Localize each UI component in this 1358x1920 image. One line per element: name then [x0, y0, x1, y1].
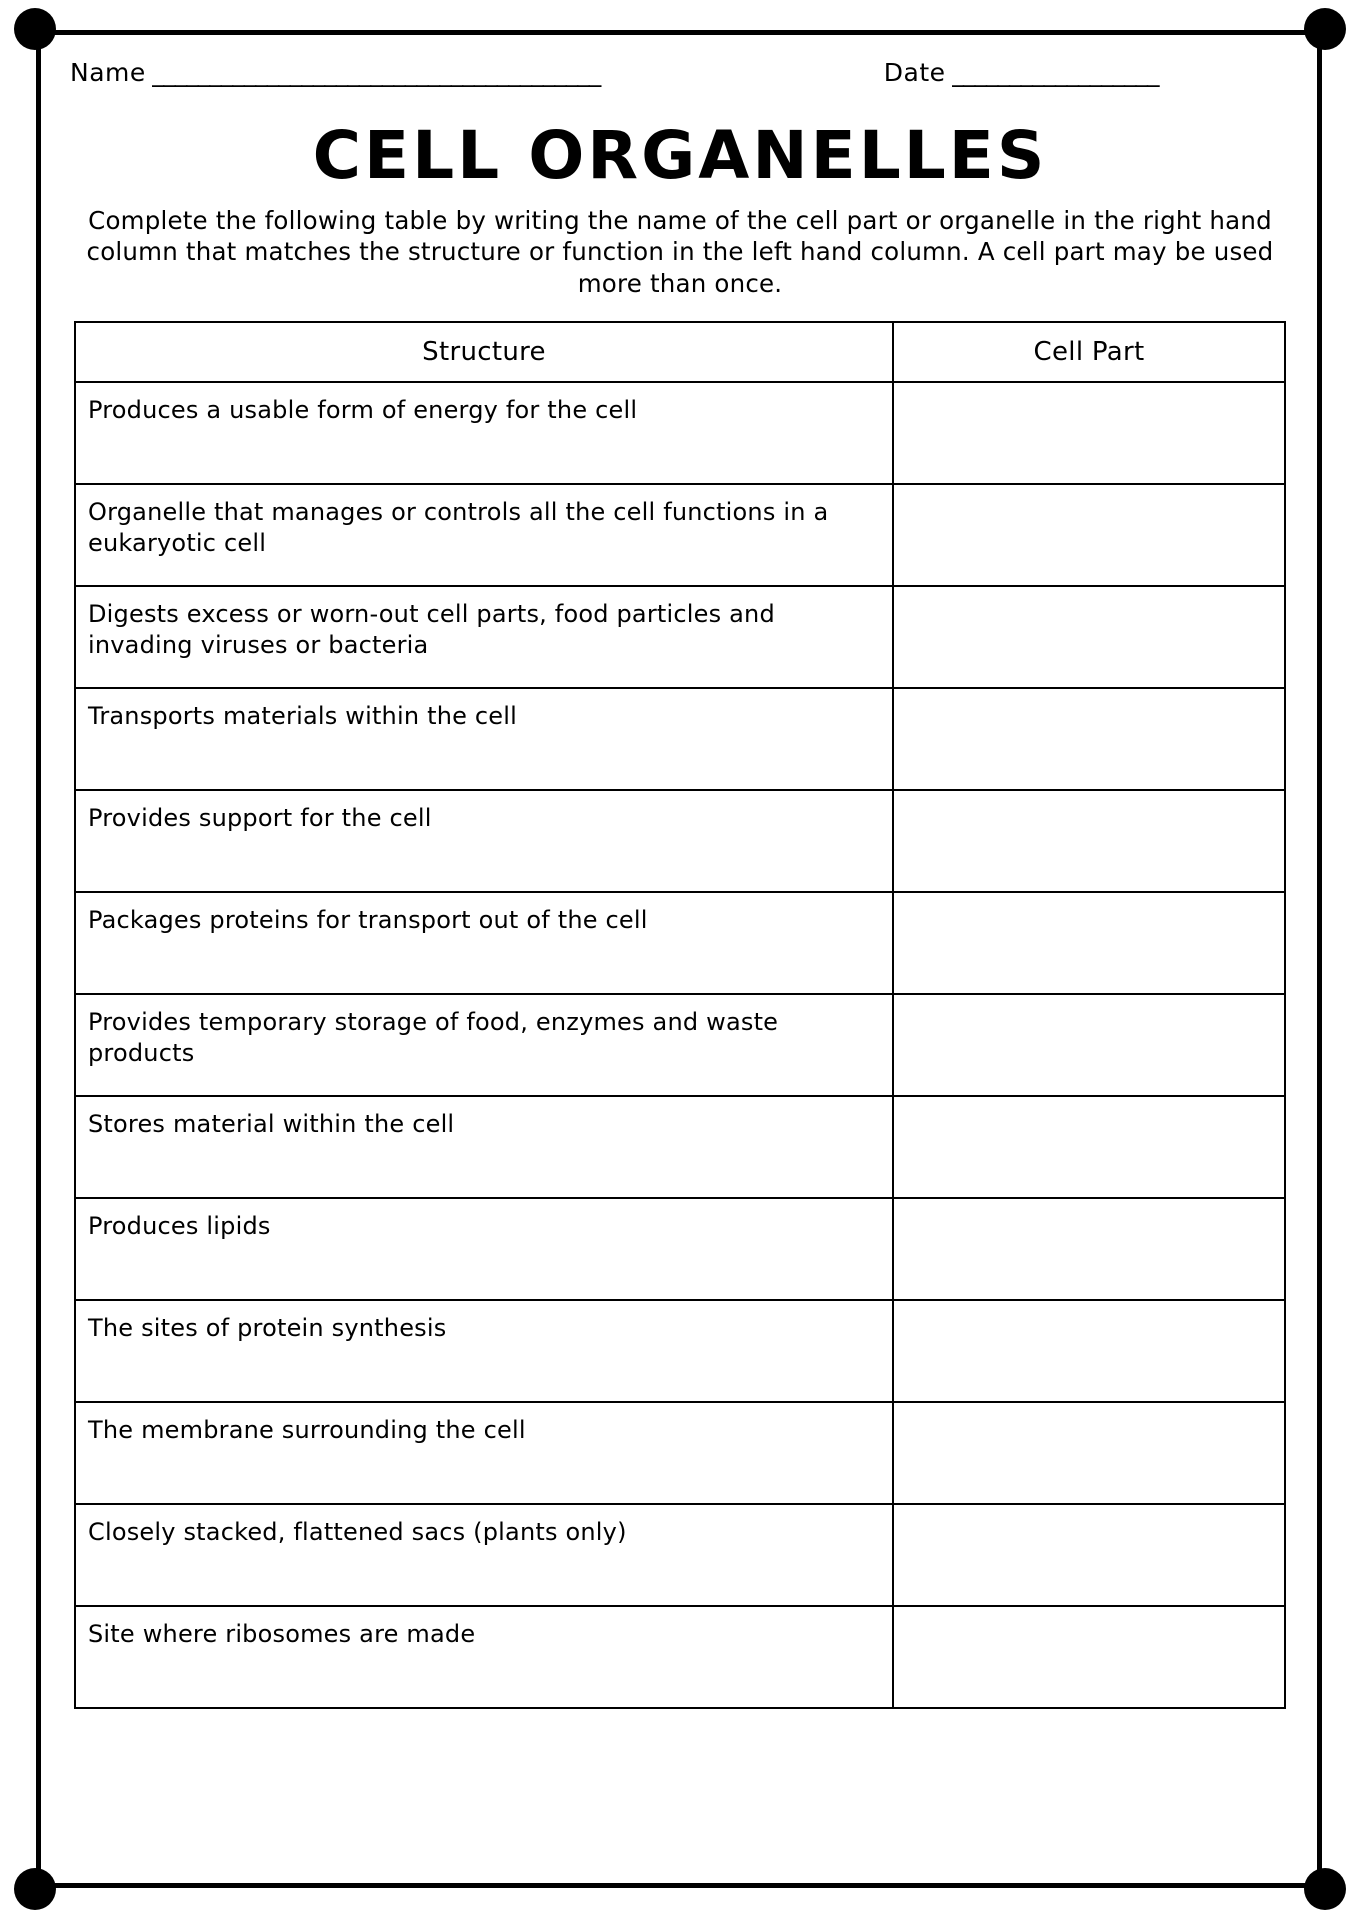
corner-dot-top-right	[1304, 8, 1346, 50]
cell-part-answer[interactable]	[893, 688, 1285, 790]
cell-part-answer[interactable]	[893, 790, 1285, 892]
table-row	[75, 1198, 1285, 1300]
table-row	[75, 382, 1285, 484]
date-input-line[interactable]: __________________	[951, 58, 1159, 87]
structure-cell: Provides temporary storage of food, enzymes and waste products	[75, 994, 893, 1096]
table-row	[75, 484, 1285, 586]
table-header-row	[75, 322, 1285, 382]
structure-cell: The membrane surrounding the cell	[75, 1402, 893, 1504]
structure-cell: Digests excess or worn-out cell parts, food particles and invading viruses or bacteria	[75, 586, 893, 688]
table-row	[75, 892, 1285, 994]
structure-cell: Organelle that manages or controls all the cell functions in a eukaryotic cell	[75, 484, 893, 586]
corner-dot-bottom-left	[14, 1868, 56, 1910]
structure-cell: Provides support for the cell	[75, 790, 893, 892]
table-row	[75, 1096, 1285, 1198]
structure-cell: Site where ribosomes are made	[75, 1606, 893, 1708]
cell-part-answer[interactable]	[893, 1606, 1285, 1708]
table-row	[75, 790, 1285, 892]
table-row	[75, 586, 1285, 688]
cell-part-answer[interactable]	[893, 1402, 1285, 1504]
name-date-row	[70, 58, 1290, 87]
page-title: CELL ORGANELLES	[312, 117, 1048, 194]
cell-part-answer[interactable]	[893, 994, 1285, 1096]
structure-cell: Packages proteins for transport out of the cell	[75, 892, 893, 994]
structure-cell: The sites of protein synthesis	[75, 1300, 893, 1402]
worksheet-content	[70, 58, 1290, 1709]
name-input-line[interactable]: _______________________________________	[151, 58, 601, 87]
cell-part-answer[interactable]	[893, 1300, 1285, 1402]
table-row	[75, 688, 1285, 790]
cell-part-answer[interactable]	[893, 586, 1285, 688]
organelles-table	[74, 321, 1286, 1709]
table-row	[75, 994, 1285, 1096]
cell-part-answer[interactable]	[893, 1096, 1285, 1198]
cell-part-answer[interactable]	[893, 892, 1285, 994]
column-header-structure: Structure	[75, 322, 893, 382]
structure-cell: Closely stacked, flattened sacs (plants only)	[75, 1504, 893, 1606]
structure-cell: Transports materials within the cell	[75, 688, 893, 790]
cell-part-answer[interactable]	[893, 484, 1285, 586]
column-header-cell-part: Cell Part	[893, 322, 1285, 382]
structure-cell: Produces lipids	[75, 1198, 893, 1300]
name-label: Name	[70, 58, 146, 87]
structure-cell: Produces a usable form of energy for the cell	[75, 382, 893, 484]
corner-dot-top-left	[14, 8, 56, 50]
date-label: Date	[883, 58, 946, 87]
cell-part-answer[interactable]	[893, 1504, 1285, 1606]
corner-dot-bottom-right	[1304, 1868, 1346, 1910]
table-row	[75, 1606, 1285, 1708]
table-row	[75, 1504, 1285, 1606]
structure-cell: Stores material within the cell	[75, 1096, 893, 1198]
instructions-text: Complete the following table by writing the name of the cell part or organelle in the right hand column that matches the structure or function in the left hand column. A cell part may be used more than once.	[86, 206, 1274, 298]
table-row	[75, 1402, 1285, 1504]
cell-part-answer[interactable]	[893, 1198, 1285, 1300]
cell-part-answer[interactable]	[893, 382, 1285, 484]
table-row	[75, 1300, 1285, 1402]
